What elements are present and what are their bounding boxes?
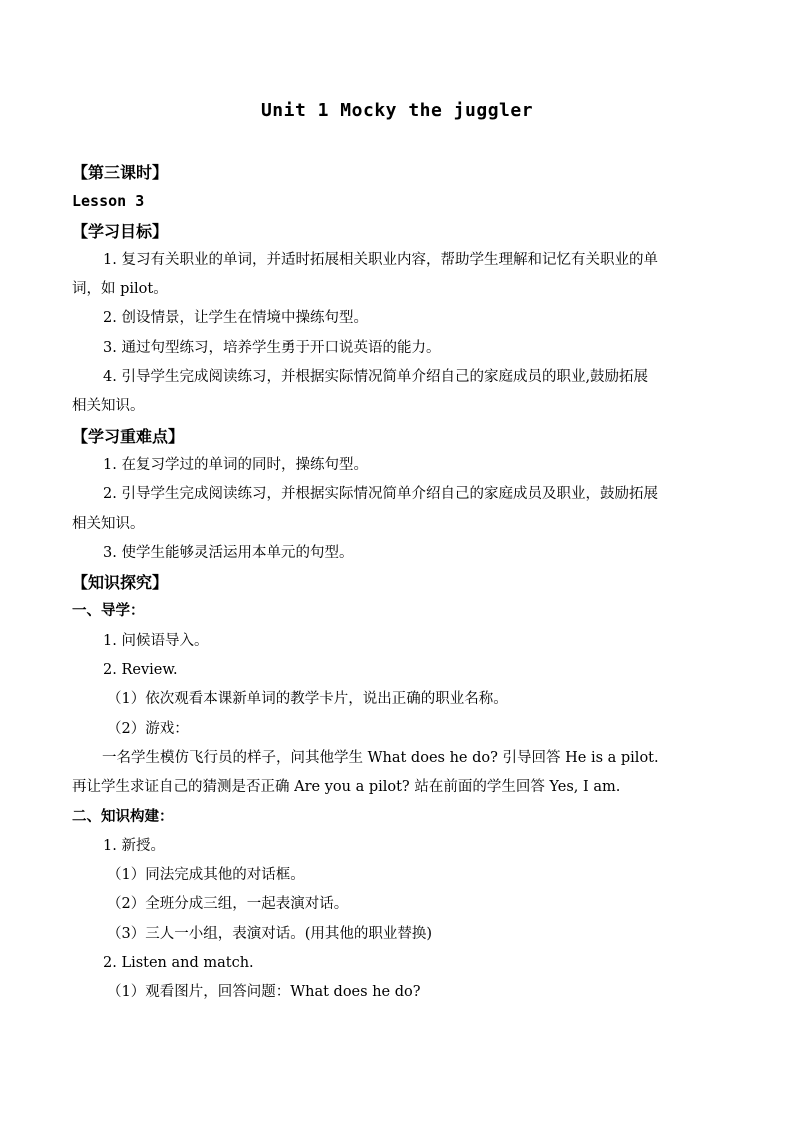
text-line: 1. 新授。	[103, 837, 165, 854]
section-heading: 【学习重难点】	[72, 426, 185, 446]
text-line: 1. 在复习学过的单词的同时，操练句型。	[103, 456, 368, 473]
text-line: 4. 引导学生完成阅读练习，并根据实际情况简单介绍自己的家庭成员的职业,鼓励拓展	[103, 369, 649, 386]
text-line: （1）同法完成其他的对话框。	[107, 867, 305, 884]
text-line: 相关知识。	[72, 398, 145, 415]
text-line: 3. 通过句型练习，培养学生勇于开口说英语的能力。	[103, 339, 441, 356]
text-line: 相关知识。	[72, 515, 145, 532]
text-line: （3）三人一小组，表演对话。(用其他的职业替换)	[107, 925, 433, 942]
section-heading: 二、知识构建：	[72, 808, 174, 825]
text-line: 2. Review.	[103, 662, 178, 679]
section-heading: 【第三课时】	[72, 163, 169, 182]
text-line: 1. 复习有关职业的单词，并适时拓展相关职业内容，帮助学生理解和记忆有关职业的单	[103, 251, 658, 268]
text-line: （1）依次观看本课新单词的教学卡片，说出正确的职业名称。	[107, 691, 508, 708]
text-line: 2. 引导学生完成阅读练习，并根据实际情况简单介绍自己的家庭成员及职业，鼓励拓展	[103, 486, 658, 503]
text-line: 2. Listen and match.	[103, 955, 254, 972]
text-line: 一名学生模仿飞行员的样子，问其他学生 What does he do? 引导回答 He is a pilot.	[102, 749, 659, 766]
text-line: 3. 使学生能够灵活运用本单元的句型。	[103, 544, 354, 561]
section-heading: 【知识探究】	[72, 573, 169, 593]
text-line: 1. 问候语导入。	[103, 632, 209, 649]
text-line: （2）全班分成三组，一起表演对话。	[107, 896, 349, 913]
text-line: 2. 创设情景，让学生在情境中操练句型。	[103, 310, 368, 327]
section-heading: Lesson 3	[72, 192, 145, 211]
document-title: Unit 1 Mocky the juggler	[260, 100, 534, 121]
text-line: （2）游戏：	[107, 720, 189, 737]
section-heading: 【学习目标】	[72, 221, 169, 241]
text-line: 再让学生求证自己的猜测是否正确 Are you a pilot? 站在前面的学生回答 Yes, I am.	[72, 779, 621, 796]
section-heading: 一、导学：	[72, 603, 145, 620]
document-body	[72, 158, 722, 1008]
text-line: （1）观看图片，回答问题：What does he do?	[107, 984, 421, 1001]
text-line: 词，如 pilot。	[72, 281, 168, 298]
